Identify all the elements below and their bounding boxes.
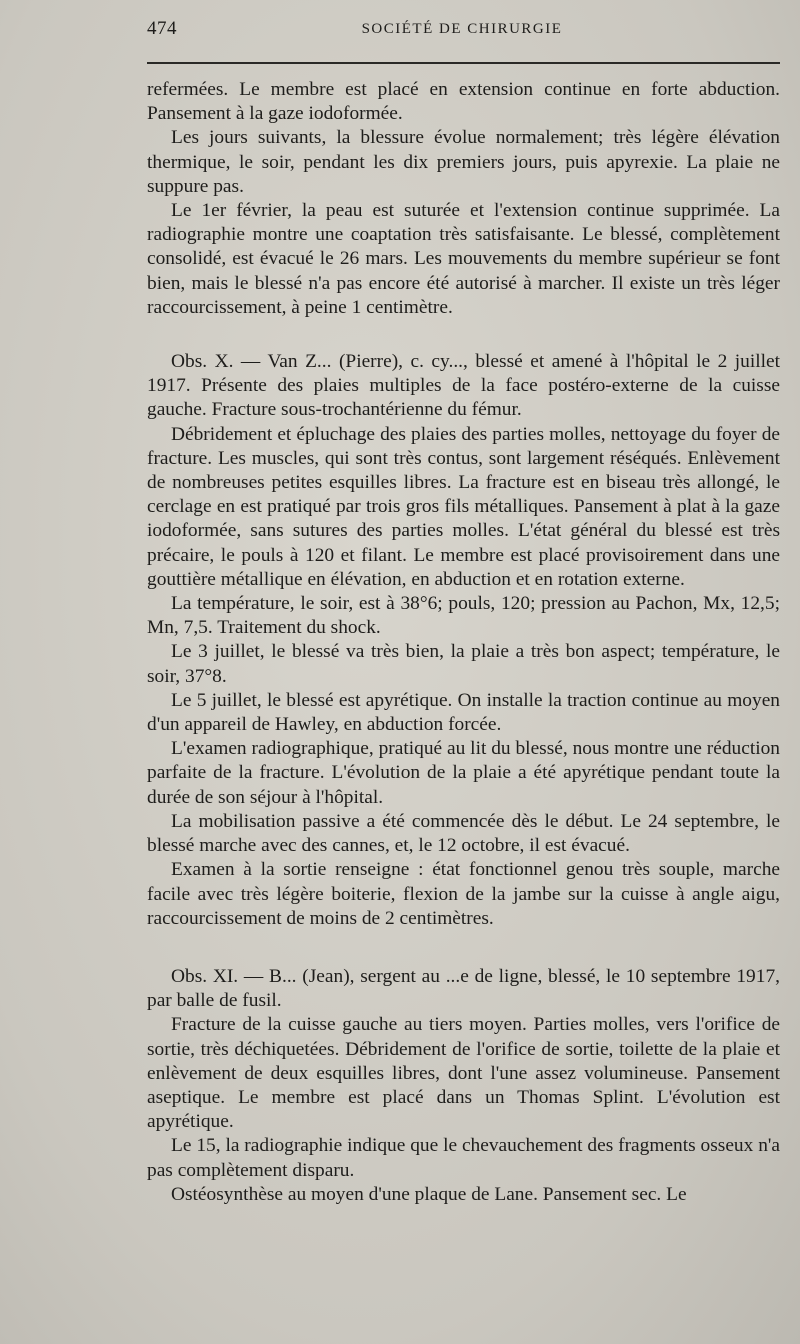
page-number: 474 — [147, 18, 177, 39]
page-header — [147, 18, 777, 48]
paragraph: Le 5 juillet, le blessé est apyrétique. On installe la traction continue au moyen d'un appareil de Hawley, en abduction forcée. — [147, 689, 780, 736]
paragraph: Débridement et épluchage des plaies des parties molles, nettoyage du foyer de fracture. Les muscles, qui sont très contus, sont largement réséqués. Enlèvement de nombreuses petites esquilles libres. La fracture est en biseau très allongé, le cerclage en est pratiqué par trois gros fils métalliques. Pansement à plat à la gaze iodoformée, sans sutures des parties molles. L'état général du blessé est très précaire, le pouls à 120 et filant. Le membre est placé provisoirement dans une gouttière métallique en élévation, en abduction et en rotation externe. — [147, 423, 780, 590]
paragraph: La température, le soir, est à 38°6; pouls, 120; pression au Pachon, Mx, 12,5; Mn, 7,5. Traitement du shock. — [147, 593, 780, 639]
paragraph: Fracture de la cuisse gauche au tiers moyen. Parties molles, vers l'orifice de sortie, très déchiquetées. Débridement de l'orifice de sortie, toilette de la plaie et enlèvement de deux esquilles libres, dont l'une assez volumineuse. Pansement aseptique. Le membre est placé dans un Thomas Splint. L'évolution est apyrétique. — [147, 1014, 780, 1133]
section-gap — [147, 320, 780, 350]
section-gap — [147, 931, 780, 965]
body-text — [147, 78, 780, 1207]
paragraph: Examen à la sortie renseigne : état fonctionnel genou très souple, marche facile avec très légère boiterie, flexion de la jambe sur la cuisse à angle aigu, raccourcissement de moins de 2 centimètres. — [147, 859, 780, 929]
paragraph: Le 3 juillet, le blessé va très bien, la plaie a très bon aspect; température, le soir, 37°8. — [147, 641, 780, 687]
paragraph: L'examen radiographique, pratiqué au lit du blessé, nous montre une réduction parfaite de la fracture. L'évolution de la plaie a été apyrétique pendant toute la durée de son séjour à l'hôpital. — [147, 738, 780, 808]
paragraph: Les jours suivants, la blessure évolue normalement; très légère élévation thermique, le soir, pendant les dix premiers jours, puis apyrexie. La plaie ne suppure pas. — [147, 127, 780, 197]
running-title: SOCIÉTÉ DE CHIRURGIE — [361, 21, 563, 37]
paragraph: La mobilisation passive a été commencée dès le début. Le 24 septembre, le blessé marche avec des cannes, et, le 12 octobre, il est évacué. — [147, 810, 780, 857]
observation-heading-xi: Obs. XI. — B... (Jean), sergent au ...e de ligne, blessé, le 10 septembre 1917, par balle de fusil. — [147, 965, 780, 1012]
paragraph: refermées. Le membre est placé en extension continue en forte abduction. Pansement à la gaze iodoformée. — [147, 79, 780, 125]
paragraph: Le 15, la radiographie indique que le chevauchement des fragments osseux n'a pas complètement disparu. — [147, 1135, 780, 1181]
paragraph: Ostéosynthèse au moyen d'une plaque de Lane. Pansement sec. Le — [171, 1183, 687, 1205]
header-rule — [147, 62, 780, 64]
observation-heading-x: Obs. X. — Van Z... (Pierre), c. cy..., blessé et amené à l'hôpital le 2 juillet 1917. Présente des plaies multiples de la face postéro-externe de la cuisse gauche. Fracture sous-trochantérienne du fémur. — [147, 351, 780, 421]
paragraph: Le 1er février, la peau est suturée et l'extension continue supprimée. La radiographie montre une coaptation très satisfaisante. Le blessé, complètement consolidé, est évacué le 26 mars. Les mouvements du membre supérieur se font bien, mais le blessé n'a pas encore été autorisé à marcher. Il existe un très léger raccourcissement, à peine 1 centimètre. — [147, 200, 780, 318]
